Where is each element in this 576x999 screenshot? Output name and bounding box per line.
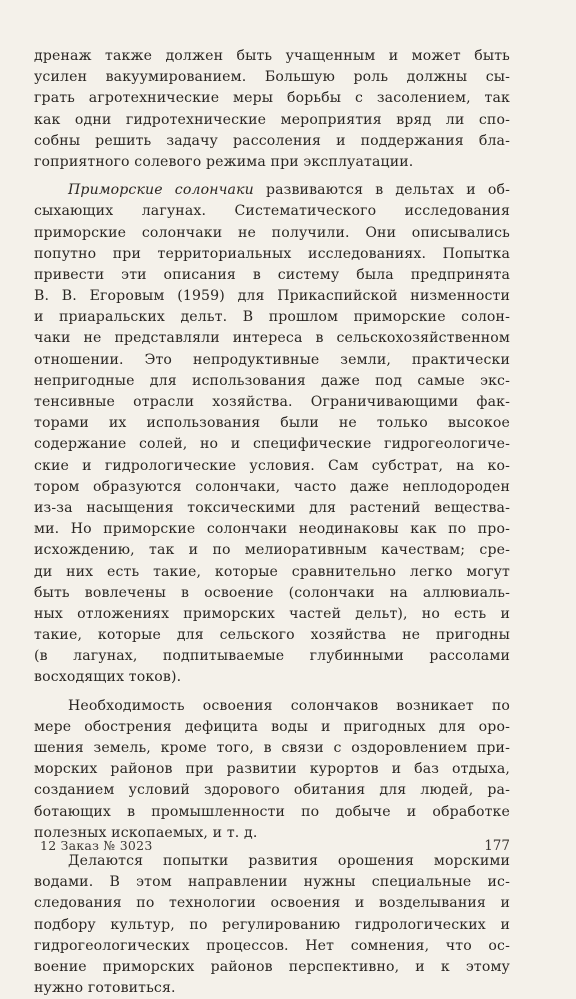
text-line: и приаральских дельт. В прошлом приморские солон- [34,309,510,326]
text-line: тенсивные отрасли хозяйства. Ограничивающими фак- [34,394,510,410]
paragraph-1 [34,46,510,173]
text-line: отношении. Это непродуктивные земли, практически [34,351,510,368]
text-line: Делаются попытки развития орошения морскими [68,852,510,869]
paragraph-3 [34,696,510,844]
text-line: ботающих в промышленности по добыче и обработке [34,803,510,820]
page-footer [40,838,510,858]
text-line: тором образуются солончаки, часто даже неплодороден [34,478,510,495]
text-line: попутно при территориальных исследованиях. Попытка [34,245,510,262]
text-line: усилен вакуумированием. Большую роль должны сы- [34,69,510,86]
text-line: водами. В этом направлении нужны специальные ис- [34,874,510,891]
text-line: гоприятного солевого режима при эксплуатации. [34,153,414,170]
text-line: исхождению, так и по мелиоративным качествам; сре- [34,542,510,559]
italic-term: Приморские солончаки [68,182,254,199]
text-line: (в лагунах, подпитываемые глубинными рассолами [34,648,510,665]
text-line: из-за насыщения токсическими для растений вещества- [34,499,510,516]
text-line: чаки не представляли интереса в сельскохозяйственном [34,330,510,347]
text-line: ных отложениях приморских частей дельт), но есть и [34,605,510,622]
text-line: приморские солончаки не получили. Они описывались [34,224,510,241]
text-line [34,180,510,201]
paragraph-2 [34,180,510,689]
text-line: как одни гидротехнические мероприятия вряд ли спо- [34,111,510,128]
text-line: воение приморских районов перспективно, и к этому [34,958,510,975]
text-line: ские и гидрологические условия. Сам субстрат, на ко- [34,457,510,474]
text-line: привести эти описания в систему была предпринята [34,266,510,283]
text-line: морских районов при развитии курортов и баз отдыха, [34,761,510,778]
text-line: торами их использования были не только высокое [34,415,510,432]
page-number: 177 [484,838,510,854]
text-line: гидрогеологических процессов. Нет сомнения, что ос- [34,937,510,954]
text-line: восходящих токов). [34,669,182,686]
text-line: ди них есть такие, которые сравнительно легко могут [34,563,510,580]
text-line: В. В. Егоровым (1959) для Прикаспийской низменности [34,288,510,305]
text-line: подбору культур, по регулированию гидрологических и [34,916,510,933]
text-line-rest: развиваются в дельтах и об- [253,182,510,199]
text-line: сыхающих лагунах. Систематического исследования [34,203,510,220]
text-line: дренаж также должен быть учащенным и может быть [34,48,510,64]
text-line: мере обострения дефицита воды и пригодных для оро- [34,718,510,735]
text-line: следования по технологии освоения и возделывания и [34,895,510,912]
text-line: грать агротехнические меры борьбы с засолением, так [34,90,510,107]
text-line: созданием условий здорового обитания для людей, ра- [34,782,510,799]
text-line: содержание солей, но и специфические гидрогеологиче- [34,436,510,453]
printer-signature: 12 Заказ № 3023 [40,838,153,853]
text-line: быть вовлечены в освоение (солончаки на аллювиаль- [34,584,510,601]
text-line: ми. Но приморские солончаки неодинаковы как по про- [34,521,510,538]
text-line: такие, которые для сельского хозяйства не пригодны [34,627,510,644]
text-line: нужно готовиться. [34,980,176,997]
text-line: собны решить задачу рассоления и поддержания бла- [34,132,510,149]
text-line: полезных ископаемых, и т. д. [34,824,258,841]
text-line: Необходимость освоения солончаков возникает по [68,697,510,714]
text-line: непригодные для использования даже под самые экс- [34,372,510,389]
text-line: шения земель, кроме того, в связи с оздоровлением при- [34,740,510,756]
paragraph-4 [34,851,510,999]
